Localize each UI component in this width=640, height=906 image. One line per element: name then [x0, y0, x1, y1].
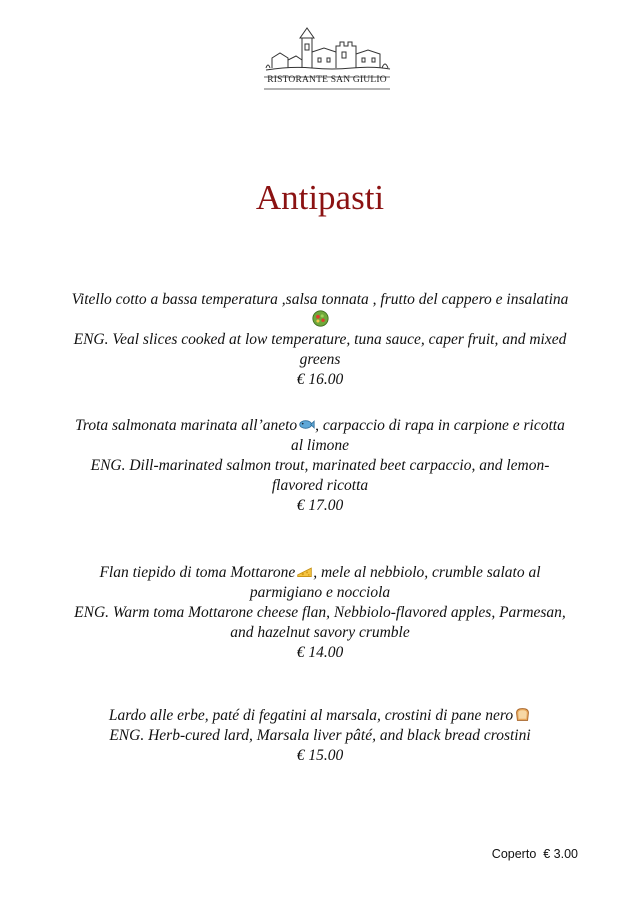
cheese-icon — [296, 563, 313, 580]
castle-village-icon — [262, 22, 392, 78]
restaurant-logo — [262, 22, 392, 94]
dish-description-it: Flan tiepido di toma Mottarone , mele al nebbiolo, crumble salato al parmigiano e nocciola — [99, 564, 541, 601]
dish-description-en: ENG. Veal slices cooked at low temperature, tuna sauce, caper fruit, and mixed greens — [73, 331, 567, 368]
page-title: Antipasti — [255, 178, 385, 217]
bread-icon — [514, 706, 531, 723]
dish-price: € 14.00 — [296, 644, 344, 661]
dish-description-it: Trota salmonata marinata all’aneto , carpaccio di rapa in carpione e ricotta al limone — [75, 417, 565, 454]
menu-item — [70, 416, 570, 516]
dish-price: € 16.00 — [296, 371, 344, 388]
cover-charge-price: € 3.00 — [543, 847, 578, 861]
menu-item — [70, 706, 570, 766]
fish-icon — [298, 416, 315, 433]
dish-description-en: ENG. Dill-marinated salmon trout, marinated beet carpaccio, and lemon-flavored ricotta — [90, 457, 550, 494]
menu-item — [70, 290, 570, 390]
dish-description-en: ENG. Herb-cured lard, Marsala liver pâté, and black bread crostini — [109, 727, 531, 744]
salad-icon — [312, 310, 329, 327]
dish-description-it: Vitello cotto a bassa temperatura ,salsa tonnata , frutto del cappero e insalatina — [70, 290, 570, 330]
dish-price: € 15.00 — [296, 747, 344, 764]
restaurant-name: RISTORANTE SAN GIULIO — [267, 75, 387, 85]
dish-description-en: ENG. Warm toma Mottarone cheese flan, Nebbiolo-flavored apples, Parmesan, and hazelnut savory crumble — [74, 604, 566, 641]
menu-item — [70, 563, 570, 663]
cover-charge — [492, 847, 578, 861]
dish-description-it: Lardo alle erbe, paté di fegatini al marsala, crostini di pane nero — [70, 706, 570, 726]
dish-price: € 17.00 — [296, 497, 344, 514]
cover-charge-label: Coperto — [491, 847, 537, 861]
